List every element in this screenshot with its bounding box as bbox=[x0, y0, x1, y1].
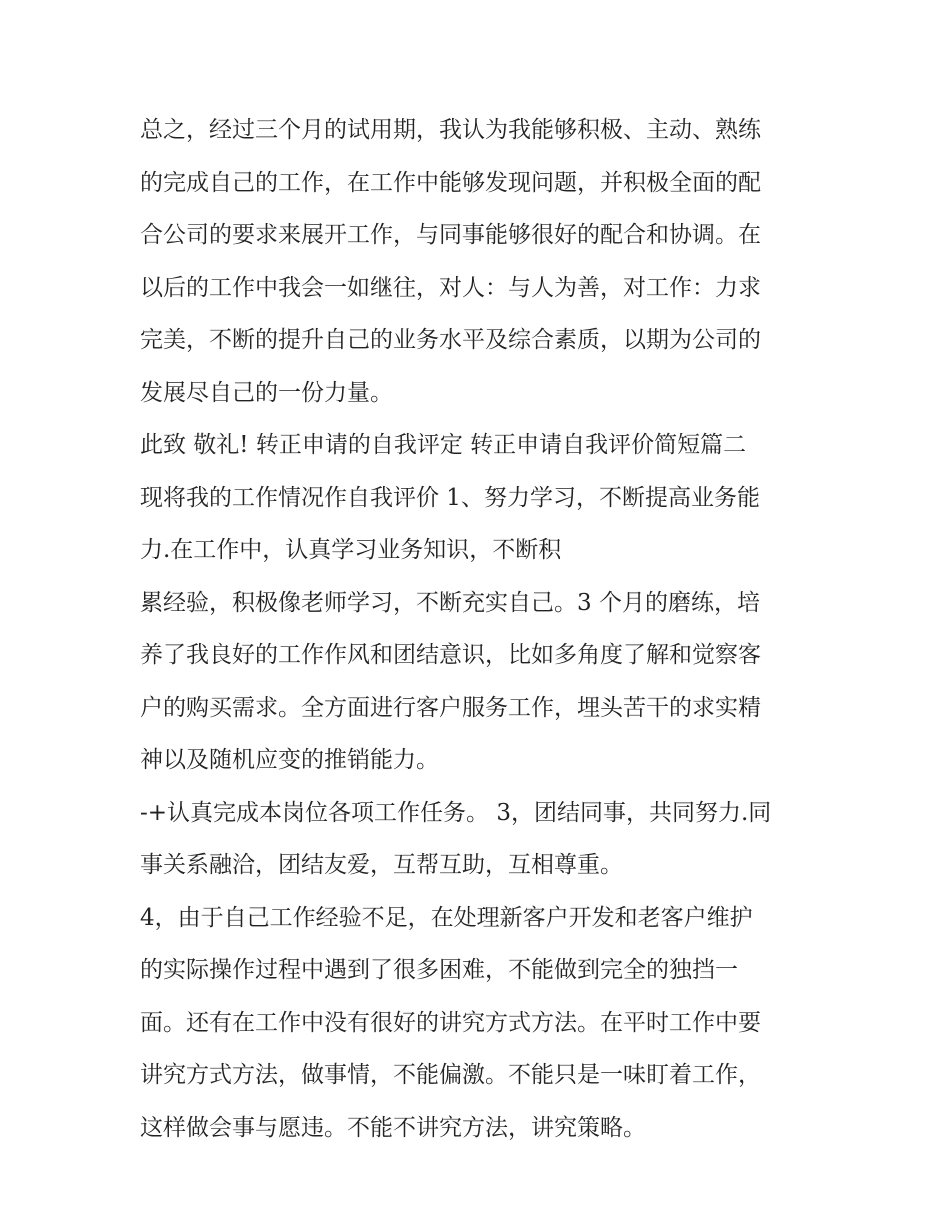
text-line: 现将我的工作情况作自我评价 1、努力学习，不断提高业务能 bbox=[140, 484, 760, 511]
text-line: 事关系融洽，团结友爱，互帮互助，互相尊重。 bbox=[140, 852, 623, 878]
text-line: 户的购买需求。全方面进行客户服务工作，埋头苦干的求实精 bbox=[140, 694, 761, 721]
text-line: 此致 敬礼! 转正申请的自我评定 转正申请自我评价简短篇二 bbox=[140, 432, 747, 458]
text-line: 面。还有在工作中没有很好的讲究方式方法。在平时工作中要 bbox=[140, 1009, 761, 1036]
text-line: 合公司的要求来展开工作，与同事能够很好的配合和协调。在 bbox=[140, 222, 761, 248]
text-line: 以后的工作中我会一如继往，对人：与人为善，对工作：力求 bbox=[140, 274, 761, 301]
text-line: -+认真完成本岗位各项工作任务。 3，团结同事，共同努力.同 bbox=[140, 799, 772, 826]
text-line: 累经验，积极像老师学习，不断充实自己。3 个月的磨练，培 bbox=[140, 589, 760, 616]
document-body bbox=[140, 104, 820, 1154]
text-line: 神以及随机应变的推销能力。 bbox=[140, 747, 439, 773]
text-line: 力.在工作中，认真学习业务知识，不断积 bbox=[140, 537, 562, 563]
text-line: 的完成自己的工作，在工作中能够发现问题，并积极全面的配 bbox=[140, 169, 761, 196]
text-line: 的实际操作过程中遇到了很多困难，不能做到完全的独挡一 bbox=[140, 957, 738, 983]
text-line: 4，由于自己工作经验不足，在处理新客户开发和老客户维护 bbox=[140, 904, 753, 931]
text-line: 总之，经过三个月的试用期，我认为我能够积极、主动、熟练 bbox=[140, 117, 761, 143]
text-line: 讲究方式方法，做事情，不能偏激。不能只是一味盯着工作， bbox=[140, 1062, 761, 1088]
text-line: 养了我良好的工作作风和团结意识，比如多角度了解和觉察客 bbox=[140, 642, 761, 668]
text-line: 这样做会事与愿违。不能不讲究方法，讲究策略。 bbox=[140, 1114, 646, 1141]
text-line: 发展尽自己的一份力量。 bbox=[140, 379, 393, 406]
text-line: 完美，不断的提升自己的业务水平及综合素质，以期为公司的 bbox=[140, 327, 761, 353]
